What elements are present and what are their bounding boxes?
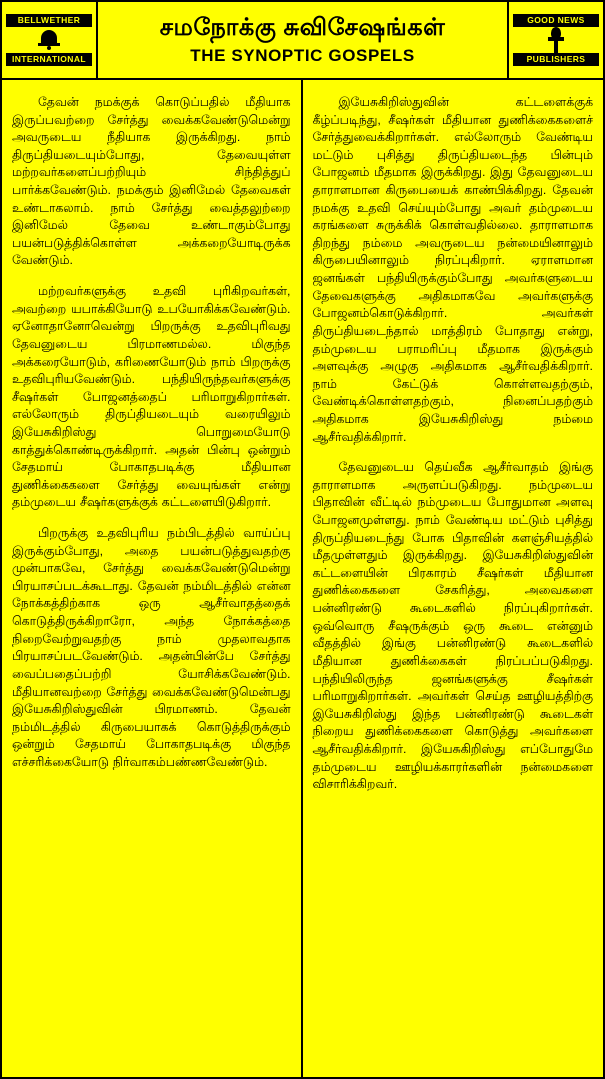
left-logo-line1: BELLWETHER [6,14,92,27]
paragraph: பிறருக்கு உதவிபுரிய நம்பிடத்தில் வாய்ப்பு இருக்கும்போது, அதை பயன்படுத்துவதற்கு முன்பாகவே, சேர்த்து வைக்கவேண்டுமென்று பிரயாசப்படக்கூடாது. தேவன் நம்மிடத்தில் என்ன நோக்கத்திற்காக ஒரு ஆசீர்வாதத்தைக் கொடுத்திருக்கிறாரோ, அந்த நோக்கத்தை நிறைவேற்றுவதற்கு நாம் முதலாவதாக பிரயாசப்படவேண்டும். அதன்பின்பே சேர்த்து வைப்பதைப்பற்றி யோசிக்கவேண்டும். மீதியானவற்றை சேர்த்து வைக்கவேண்டுமென்பது இயேசுகிறிஸ்துவின் பிரமாணம். தேவன் நம்மிடத்தில் கிருபையாகக் கொடுத்திருக்கும் ஒன்றும் சேதமாய் போகாதபடிக்கு மிகுந்த எச்சரிக்கையோடு நிர்வாகம்பண்ணவேண்டும். [12,526,291,769]
publisher-logo-right [507,2,603,78]
body-area [2,80,603,1079]
title-english: THE SYNOPTIC GOSPELS [190,45,415,65]
torch-icon [509,27,603,53]
paragraph: தேவனுடைய தெய்வீக ஆசீர்வாதம் இங்கு தாராளமாக அருளப்படுகிறது. நம்முடைய பிதாவின் வீட்டில் நம்முடைய போதுமான அளவு போஜனமுள்ளது. நாம் வேண்டிய மட்டும் புசித்து திருப்தியடைந்து போக பிதாவின் களஞ்சியத்தில் மீதமுள்ளதும் இருக்கிறது. இயேசுகிறிஸ்துவின் கட்டளையின் பிரகாரம் சீஷர்கள் மீதியான துணிக்கைகளை சேகரித்து, அவைகளை பன்னிரண்டு கூடைகளில் நிரப்புகிறார்கள். ஒவ்வொரு சீஷருக்கும் ஒரு கூடை என்னும் வீதத்தில் இங்கு பன்னிரண்டு கூடைகளில் மீதியான துணிக்கைகள் நிரப்பப்படுகிறது. பந்தியிலிருந்த ஜனங்களுக்கு சீஷர்கள் பரிமாறுகிறார்கள். அவர்கள் செய்த ஊழியத்திற்கு இயேசுகிறிஸ்து இந்த பன்னிரண்டு கூடைகள் நிறைய துணிக்கைகளை கொடுத்து அவர்களை ஆசீர்வதிக்கிறார். இயேசுகிறிஸ்து எப்போதுமே தம்முடைய ஊழியக்காரர்களின் நன்மைகளை விசாரிக்கிறவர். [312,460,593,792]
publisher-logo-left [2,2,98,78]
title-tamil: சமநோக்கு சுவிசேஷங்கள் [159,14,446,42]
bell-icon [2,27,96,53]
page-title [98,2,507,78]
paragraph: மற்றவர்களுக்கு உதவி புரிகிறவர்கள், அவற்றை யபாக்கியோடு உபயோகிக்கவேண்டும். ஏனோதானோவென்று பிறருக்கு உதவிபுரிவது தேவனுடைய பிரமாணமல்ல. மிகுந்த அக்கரையோடும், கரிணையோடும் நாம் பிறருக்கு உதவிபுரியவேண்டும். பந்தியிருந்தவர்களுக்கு சீஷர்கள் போஜனத்தைப் பரிமாறுகிறார்கள். எல்லோரும் திருப்தியடையும் வரையிலும் இயேசுகிறிஸ்து பொறுமையோடு காத்துக்கொண்டிருக்கிறார். அதன் பின்பு ஒன்றும் சேதமாய் போகாதபடிக்கு மீதியான துணிக்கைகளை சேர்த்து வையுங்கள் என்று தம்முடைய சீஷர்களுக்குக் கட்டளையிடுகிறார். [12,284,291,510]
right-logo-line1: GOOD NEWS [513,14,599,27]
paragraph: தேவன் நமக்குக் கொடுப்பதில் மீதியாக இருப்பவற்றை சேர்த்து வைக்கவேண்டுமென்று அவருடைய நீதியாக இருக்கிறது. நாம் திருப்தியடையும்போது, தேவையுள்ள மற்றவர்களைப்பற்றியும் சிந்தித்துப் பார்க்கவேண்டும். நமக்கும் இனிமேல் தேவைகள் உண்டாகலாம். நாம் சேர்த்து வைத்தலுற்றை இனிமேல் தேவை உண்டாகும்போது பயன்படுத்திக்கொள்ள அக்கறையோடிருக்க வேண்டும். [12,95,291,268]
right-logo-line2: PUBLISHERS [513,53,599,66]
paragraph: இயேசுகிறிஸ்துவின் கட்டளைக்குக் கீழ்ப்படிந்து, சீஷர்கள் மீதியான துணிக்கைகளைச் சேர்த்துவைக்கிறார்கள். எல்லோரும் வேண்டிய மட்டும் புசித்து திருப்தியடைந்த பின்பும் போஜனம் மீதமாக இருக்கிறது. இது தேவனுடைய தாராளமான கிருபையைக் காண்பிக்கிறது. தேவன் நமக்கு உதவி செய்யும்போது அவர் தம்முடைய கரங்களை சுருக்கிக் கொள்வதில்லை. தாராளமாக திறந்து நம்மை அவருடைய நன்மையினாலும் கிருபையினாலும் நிரப்புகிறார். ஏராளமான ஜனங்கள் பந்தியிருக்கும்போது அவர்களுடைய தேவைகளுக்கு அதிகமாகவே அவர்களுக்கு போஜனம்கொடுக்கிறார். அவர்கள் திருப்தியடைந்தால் மாத்திரம் போதாது என்று, தம்முடைய பராமரிப்பு மீதமாக இருக்கும் அளவுக்கு அழுகு அதிகமாக ஆசீர்வதிக்கிறார். நாம் கேட்டுக் கொள்ளவதற்கும், வேண்டிக்கொள்ளதற்கும், நினைப்பதற்கும் அதிகமாக இயேசுகிறிஸ்து நம்மை ஆசீர்வதிக்கிறார். [312,95,593,444]
page-header [2,2,603,80]
text-column-left [2,80,303,1079]
left-logo-line2: INTERNATIONAL [6,53,92,66]
text-column-right [303,80,604,1079]
